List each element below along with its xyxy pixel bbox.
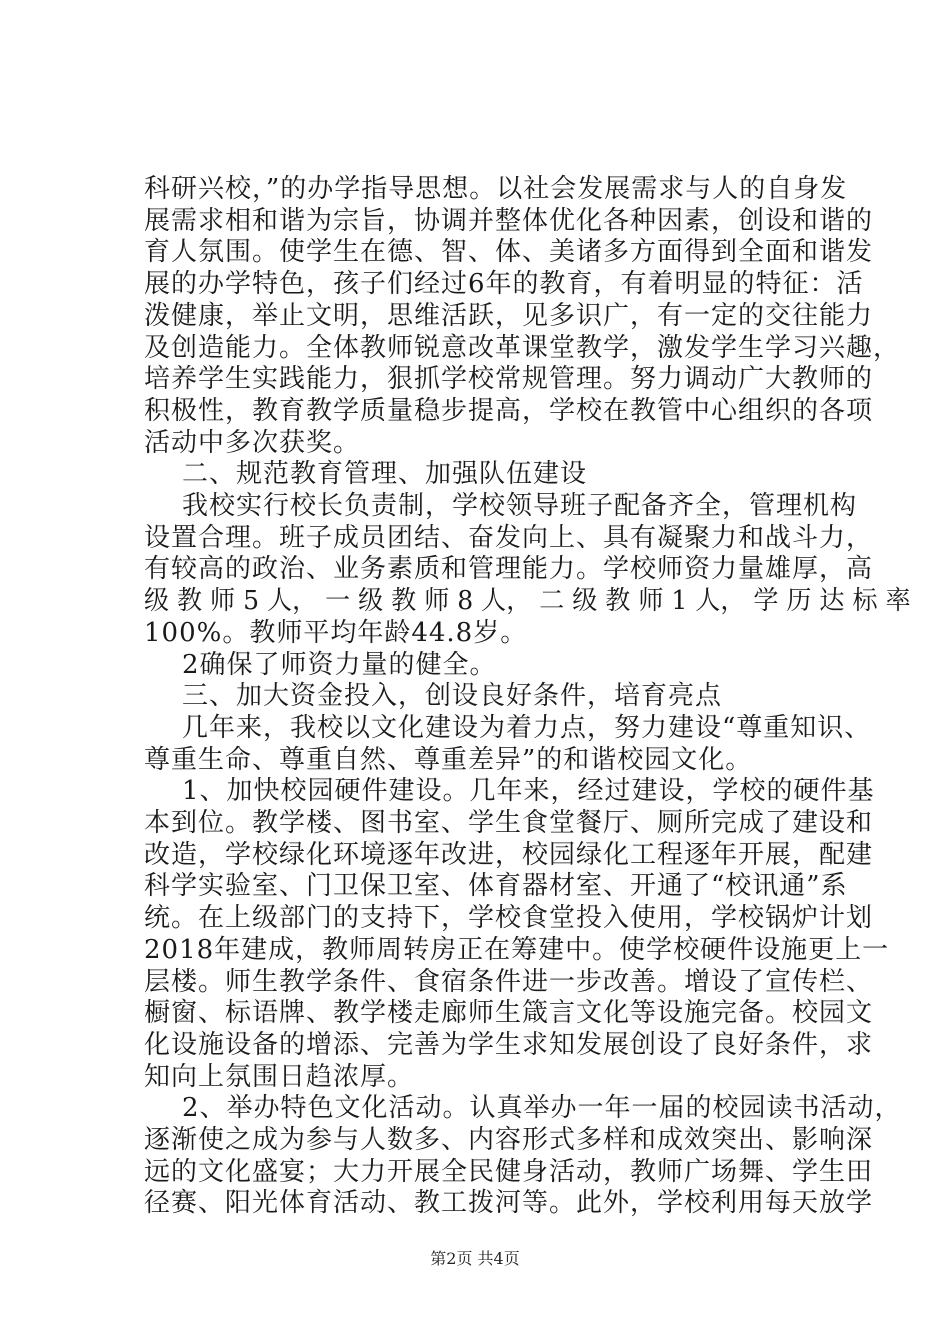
text-line: 2确保了师资力量的健全。 (182, 649, 497, 680)
text-line: 我校实行校长负责制，学校领导班子配备齐全，管理机构 (182, 491, 858, 521)
text-line: 科研兴校，”的办学指导思想。以社会发展需求与人的自身发 (144, 174, 848, 204)
text-line: 展的办学特色，孩子们经过6年的教育，有着明显的特征：活 (144, 269, 864, 300)
text-line: 橱窗、标语牌、教学楼走廊师生箴言文化等设施完备。校园文 (144, 998, 874, 1029)
text-line: 本到位。教学楼、图书室、学生食堂餐厅、厕所完成了建设和 (144, 808, 874, 838)
text-line: 径赛、阳光体育活动、教工拨河等。此外，学校利用每天放学 (144, 1188, 874, 1219)
text-line: 2018年建成，教师周转房正在筹建中。使学校硬件设施更上一 (144, 934, 890, 965)
text-line: 活动中多次获奖。 (144, 427, 361, 458)
text-line: 化设施设备的增添、完善为学生求知发展创设了良好条件，求 (144, 1029, 874, 1060)
text-line: 培养学生实践能力，狠抓学校常规管理。努力调动广大教师的 (144, 364, 874, 395)
text-line: 知向上氛围日趋浓厚。 (144, 1061, 415, 1092)
section-heading: 三、加大资金投入，创设良好条件，培育亮点 (182, 681, 723, 712)
text-line: 级 教 师 5 人， 一 级 教 师 8 人， 二 级 教 师 1 人， 学 历 达 标 率 (144, 586, 911, 617)
text-line: 1、加快校园硬件建设。几年来，经过建设，学校的硬件基 (182, 776, 875, 807)
text-line: 设置合理。班子成员团结、奋发向上、具有凝聚力和战斗力， (144, 522, 874, 553)
text-line: 泼健康，举止文明，思维活跃，见多识广，有一定的交往能力 (144, 300, 874, 331)
page-number-footer: 第2页 共4页 (430, 1249, 520, 1268)
text-line: 尊重生命、尊重自然、尊重差异”的和谐校园文化。 (144, 744, 753, 775)
text-line: 及创造能力。全体教师锐意改革课堂教学，激发学生学习兴趣， (144, 332, 901, 363)
text-line: 有较高的政治、业务素质和管理能力。学校师资力量雄厚，高 (144, 554, 874, 585)
text-line: 远的文化盛宴；大力开展全民健身活动，教师广场舞、学生田 (144, 1156, 874, 1187)
text-line: 积极性，教育教学质量稳步提高，学校在教管中心组织的各项 (144, 395, 874, 426)
text-line: 逐渐使之成为参与人数多、内容形式多样和成效突出、影响深 (144, 1125, 874, 1155)
text-line: 100%。教师平均年龄44.8岁。 (144, 617, 528, 648)
text-line: 育人氛围。使学生在德、智、体、美诸多方面得到全面和谐发 (144, 237, 874, 268)
text-line: 层楼。师生教学条件、食宿条件进一步改善。增设了宣传栏、 (144, 966, 874, 997)
section-heading: 二、规范教育管理、加强队伍建设 (182, 459, 588, 490)
text-line: 统。在上级部门的支持下，学校食堂投入使用，学校锅炉计划 (144, 903, 874, 934)
text-line: 几年来，我校以文化建设为着力点，努力建设“尊重知识、 (182, 712, 872, 743)
text-line: 2、举办特色文化活动。认真举办一年一届的校园读书活动， (182, 1093, 902, 1124)
text-line: 科学实验室、门卫保卫室、体育器材室、开通了“校讯通”系 (144, 871, 848, 902)
text-line: 展需求相和谐为宗旨，协调并整体优化各种因素，创设和谐的 (144, 205, 874, 236)
text-line: 改造，学校绿化环境逐年改进，校园绿化工程逐年开展，配建 (144, 839, 874, 870)
